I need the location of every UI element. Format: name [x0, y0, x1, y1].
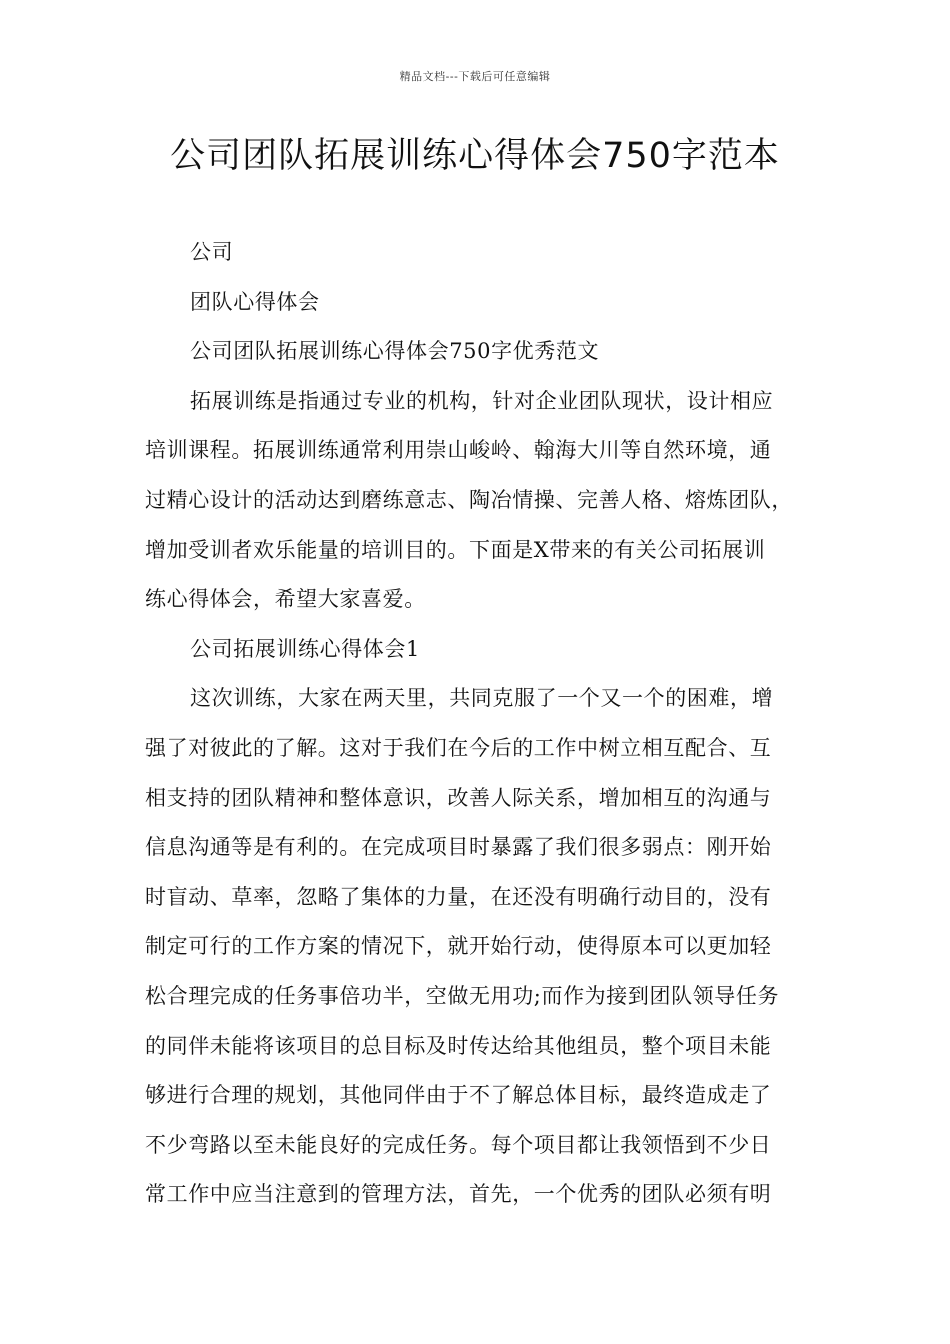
body-line: 增加受训者欢乐能量的培训目的。下面是X带来的有关公司拓展训: [145, 537, 766, 562]
body-line: 够进行合理的规划，其他同伴由于不了解总体目标，最终造成走了: [145, 1083, 772, 1108]
body-line: 过精心设计的活动达到磨练意志、陶冶情操、完善人格、熔炼团队，: [145, 487, 793, 512]
body-line: 公司: [190, 240, 234, 264]
body-line: 常工作中应当注意到的管理方法，首先，一个优秀的团队必须有明: [145, 1182, 772, 1207]
body-line: 团队心得体会: [190, 289, 320, 314]
header-note: 精品文档---下载后可任意编辑: [399, 70, 551, 83]
body-line: 制定可行的工作方案的情况下，就开始行动，使得原本可以更加轻: [145, 934, 772, 959]
body-line: 培训课程。拓展训练通常利用崇山峻岭、翰海大川等自然环境，通: [145, 438, 772, 463]
body-line: 时盲动、草率，忽略了集体的力量，在还没有明确行动目的，没有: [145, 884, 772, 909]
body-line: 拓展训练是指通过专业的机构，针对企业团队现状，设计相应: [190, 388, 774, 413]
body-line: 松合理完成的任务事倍功半，空做无用功;而作为接到团队领导任务: [145, 983, 780, 1008]
body-line: 的同伴未能将该项目的总目标及时传达给其他组员，整个项目未能: [145, 1033, 772, 1058]
body-line: 强了对彼此的了解。这对于我们在今后的工作中树立相互配合、互: [145, 735, 772, 760]
body-line: 不少弯路以至未能良好的完成任务。每个项目都让我领悟到不少日: [145, 1132, 772, 1157]
body-line: 公司拓展训练心得体会1: [190, 636, 420, 661]
document-title: 公司团队拓展训练心得体会750字范本: [170, 136, 780, 176]
body-line: 公司团队拓展训练心得体会750字优秀范文: [190, 339, 600, 364]
body-line: 练心得体会，希望大家喜爱。: [145, 587, 426, 612]
body-line: 这次训练，大家在两天里，共同克服了一个又一个的困难，增: [190, 686, 774, 711]
body-line: 相支持的团队精神和整体意识，改善人际关系，增加相互的沟通与: [145, 785, 772, 810]
document-body: [145, 228, 815, 1220]
body-line: 信息沟通等是有利的。在完成项目时暴露了我们很多弱点：刚开始: [145, 835, 772, 860]
